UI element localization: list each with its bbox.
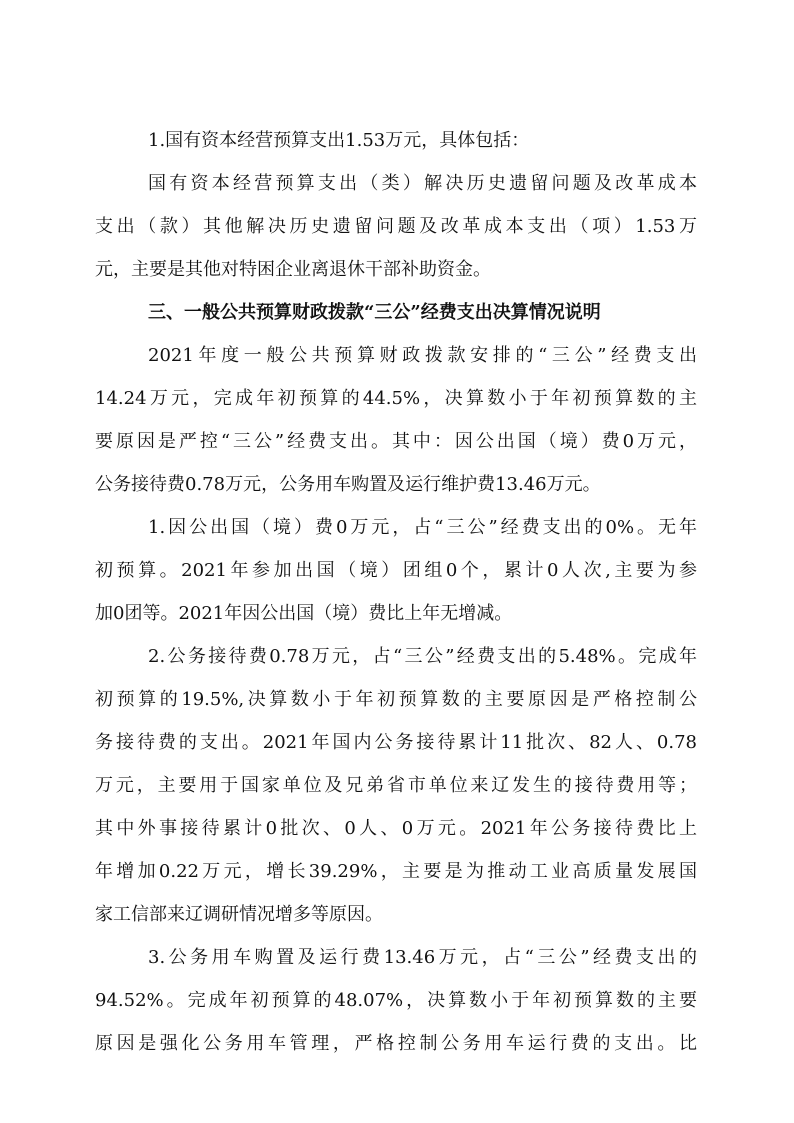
paragraph-7-line-3: 原因是强化公务用车管理，严格控制公务用车运行费的支出。比	[95, 1033, 697, 1054]
paragraph-5-line-2: 初预算。2021年参加出国（境）团组0个，累计0人次,主要为参	[95, 560, 697, 581]
paragraph-4-line-3: 要原因是严控“三公”经费支出。其中：因公出国（境）费0万元，	[95, 431, 697, 452]
paragraph-2-line-2: 支出（款）其他解决历史遗留问题及改革成本支出（项）1.53万	[95, 216, 697, 237]
paragraph-4-line-4: 公务接待费0.78万元，公务用车购置及运行维护费13.46万元。	[95, 474, 601, 495]
paragraph-6-line-1: 2.公务接待费0.78万元，占“三公”经费支出的5.48%。完成年	[148, 646, 697, 667]
paragraph-4-line-2: 14.24万元，完成年初预算的44.5%，决算数小于年初预算数的主	[95, 388, 697, 409]
paragraph-6-line-6: 年增加0.22万元，增长39.29%，主要是为推动工业高质量发展国	[95, 861, 697, 882]
paragraph-6-line-4: 万元，主要用于国家单位及兄弟省市单位来辽发生的接待费用等；	[95, 775, 697, 796]
paragraph-7-line-2: 94.52%。完成年初预算的48.07%，决算数小于年初预算数的主要	[95, 990, 697, 1011]
paragraph-6-line-5: 其中外事接待累计0批次、0人、0万元。2021年公务接待费比上	[95, 818, 697, 839]
paragraph-6-line-2: 初预算的19.5%,决算数小于年初预算数的主要原因是严格控制公	[95, 689, 697, 710]
paragraph-4-line-1: 2021年度一般公共预算财政拨款安排的“三公”经费支出	[148, 345, 697, 366]
paragraph-5-line-3: 加0团等。2021年因公出国（境）费比上年无增减。	[95, 603, 513, 624]
paragraph-2-line-1: 国有资本经营预算支出（类）解决历史遗留问题及改革成本	[148, 173, 697, 194]
paragraph-5-line-1: 1.因公出国（境）费0万元，占“三公”经费支出的0%。无年	[148, 517, 697, 538]
paragraph-1-line-1: 1.国有资本经营预算支出1.53万元，具体包括：	[148, 130, 530, 151]
paragraph-2-line-3: 元，主要是其他对特困企业离退休干部补助资金。	[95, 259, 491, 280]
paragraph-6-line-3: 务接待费的支出。2021年国内公务接待累计11批次、82人、0.78	[95, 732, 697, 753]
paragraph-7-line-1: 3.公务用车购置及运行费13.46万元，占“三公”经费支出的	[148, 947, 697, 968]
paragraph-6-line-7: 家工信部来辽调研情况增多等原因。	[95, 904, 383, 925]
section-heading: 三、一般公共预算财政拨款“三公”经费支出决算情况说明	[148, 302, 601, 323]
